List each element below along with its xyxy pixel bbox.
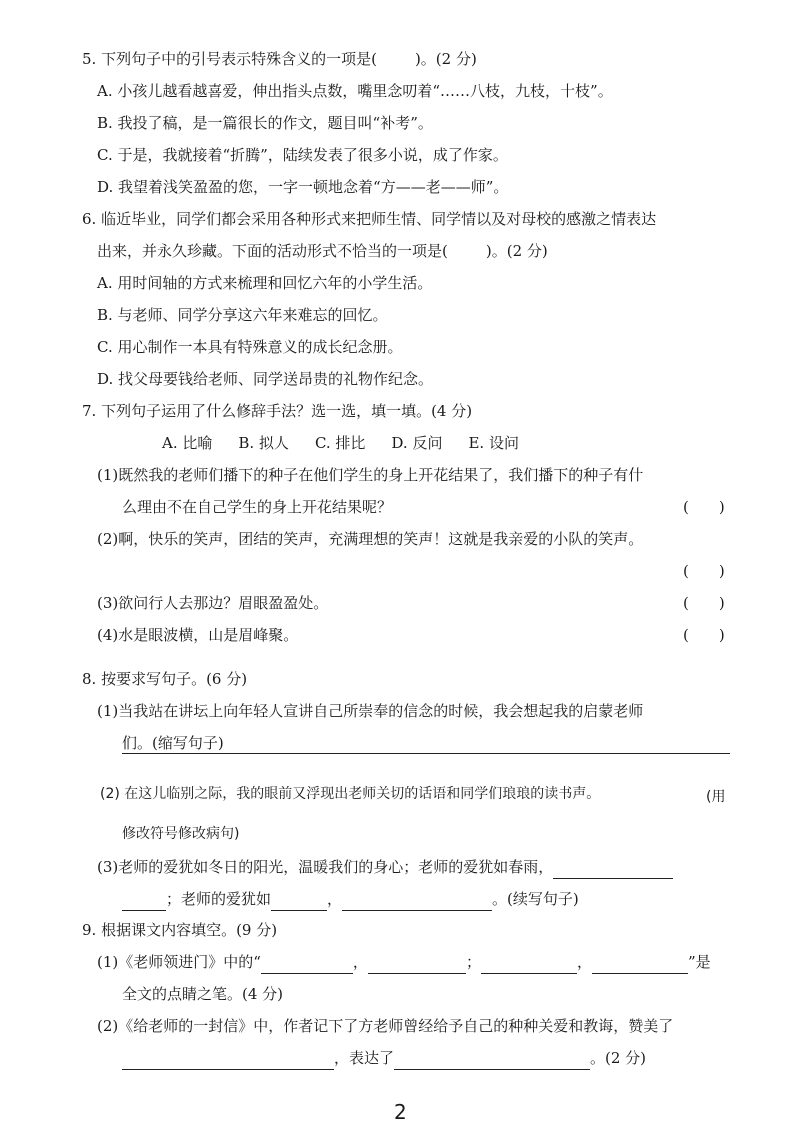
q8-item1-line2: 们。(缩写句子): [122, 734, 224, 752]
q9-item1-line2: 全文的点睛之笔。(4 分): [122, 985, 284, 1003]
q8-item3-line2: ；老师的爱犹如 ， 。(续写句子): [122, 887, 579, 911]
q7-item1-line1: (1)既然我的老师们播下的种子在他们学生的身上开花结果了，我们播下的种子有什: [97, 466, 644, 484]
q9-item2-blank1[interactable]: [122, 1051, 334, 1070]
q7-item3: (3)欲问行人去那边？眉眼盈盈处。: [97, 594, 329, 612]
q9-item1-line1: (1)《老师领进门》中的“ ， ； ， ”是: [97, 950, 711, 974]
q7-choice-b: B. 拟人: [238, 434, 289, 452]
q5-option-d: D. 我望着浅笑盈盈的您，一字一顿地念着“方——老——师”。: [97, 178, 509, 196]
q9-item1-blank2[interactable]: [368, 955, 466, 974]
q9-item2-line1: (2)《给老师的一封信》中，作者记下了方老师曾经给予自己的种种关爱和教诲，赞美了: [97, 1017, 674, 1035]
q8-item3-line1: (3)老师的爱犹如冬日的阳光，温暖我们的身心；老师的爱犹如春雨，: [97, 855, 673, 879]
page-number: 2: [394, 1100, 407, 1124]
q7-item4: (4)水是眼波横，山是眉峰聚。: [97, 626, 299, 644]
q8-stem: 8. 按要求写句子。(6 分): [82, 670, 248, 688]
q5-option-a: A. 小孩儿越看越喜爱，伸出指头点数，嘴里念叨着“……八枝，九枝，十枝”。: [97, 82, 613, 100]
q5-option-b: B. 我投了稿，是一篇很长的作文，题目叫“补考”。: [97, 114, 433, 132]
q9-stem: 9. 根据课文内容填空。(9 分): [82, 921, 278, 939]
q5-option-c: C. 于是，我就接着“折腾”，陆续发表了很多小说，成了作家。: [97, 146, 508, 164]
q8-item3-blank3[interactable]: [271, 892, 327, 911]
q6-option-d: D. 找父母要钱给老师、同学送昂贵的礼物作纪念。: [97, 370, 434, 388]
q8-item3-blank4[interactable]: [342, 892, 492, 911]
q6-stem-line1: 6. 临近毕业，同学们都会采用各种形式来把师生情、同学情以及对母校的感激之情表达: [82, 210, 657, 228]
q6-option-a: A. 用时间轴的方式来梳理和回忆六年的小学生活。: [97, 274, 433, 292]
q7-stem: 7. 下列句子运用了什么修辞手法？选一选，填一填。(4 分): [82, 402, 473, 420]
q8-item1-answer-line[interactable]: [122, 753, 730, 754]
q6-option-b: B. 与老师、同学分享这六年来难忘的回忆。: [97, 306, 388, 324]
q7-item2: (2)啊，快乐的笑声，团结的笑声，充满理想的笑声！这就是我亲爱的小队的笑声。: [97, 530, 644, 548]
q9-item2-line2: ，表达了 。(2 分): [122, 1046, 646, 1070]
q7-choice-e: E. 设问: [468, 434, 519, 452]
q8-item2-tail: (用: [706, 789, 726, 805]
q7-choices: [162, 431, 545, 455]
q7-item1-answer[interactable]: ( ): [683, 498, 725, 516]
q8-item2-line1: (2) 在这儿临别之际，我的眼前又浮现出老师关切的话语和同学们琅琅的读书声。: [100, 786, 601, 802]
q8-item3-blank2[interactable]: [122, 892, 166, 911]
q7-choice-c: C. 排比: [314, 434, 366, 452]
q8-item3-blank1[interactable]: [553, 860, 673, 879]
q9-item2-blank2[interactable]: [394, 1051, 590, 1070]
q9-item1-blank4[interactable]: [592, 955, 688, 974]
q9-item1-blank3[interactable]: [481, 955, 577, 974]
q5-stem: 5. 下列句子中的引号表示特殊含义的一项是( )。(2 分): [82, 50, 477, 68]
q6-option-c: C. 用心制作一本具有特殊意义的成长纪念册。: [97, 338, 403, 356]
q7-choice-a: A. 比喻: [162, 434, 213, 452]
q8-item2-line2: 修改符号修改病句): [122, 826, 240, 842]
q8-item1-line1: (1)当我站在讲坛上向年轻人宣讲自己所崇奉的信念的时候，我会想起我的启蒙老师: [97, 702, 644, 720]
q7-item1-line2: 么理由不在自己学生的身上开花结果呢？: [122, 498, 393, 516]
q9-item1-blank1[interactable]: [261, 955, 353, 974]
q7-choice-d: D. 反问: [391, 434, 443, 452]
q6-stem-line2: 出来，并永久珍藏。下面的活动形式不恰当的一项是( )。(2 分): [97, 242, 548, 260]
q7-item3-answer[interactable]: ( ): [683, 594, 725, 612]
q7-item4-answer[interactable]: ( ): [683, 626, 725, 644]
q7-item2-answer[interactable]: ( ): [683, 562, 725, 580]
